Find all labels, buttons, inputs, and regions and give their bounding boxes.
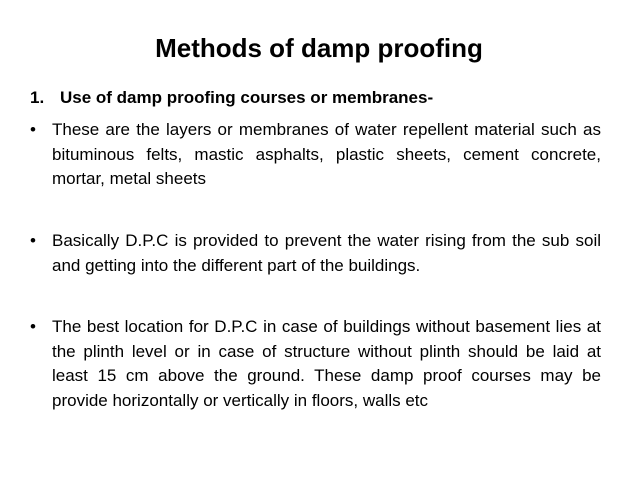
bullet-item: [30, 118, 601, 192]
numbered-heading-text: Use of damp proofing courses or membranes-: [60, 88, 434, 107]
bullet-item: [30, 315, 601, 413]
list-number: 1.: [30, 88, 45, 107]
bullet-icon: •: [30, 317, 36, 336]
bullet-item: [30, 229, 601, 278]
bullet-icon: •: [30, 120, 36, 139]
bullet-text: These are the layers or membranes of water repellent material such as bituminous felts, mastic asphalts, plastic sheets, cement concrete, mortar, metal sheets: [52, 120, 601, 188]
numbered-heading: [30, 87, 433, 109]
slide-title: Methods of damp proofing: [155, 33, 483, 63]
bullet-text: Basically D.P.C is provided to prevent the water rising from the sub soil and getting into the different part of the buildings.: [52, 231, 601, 275]
bullet-icon: •: [30, 231, 36, 250]
bullet-text: The best location for D.P.C in case of buildings without basement lies at the plinth level or in case of structure without plinth should be laid at least 15 cm above the ground. These damp proof courses may be provide horizontally or vertically in floors, walls etc: [52, 317, 601, 410]
